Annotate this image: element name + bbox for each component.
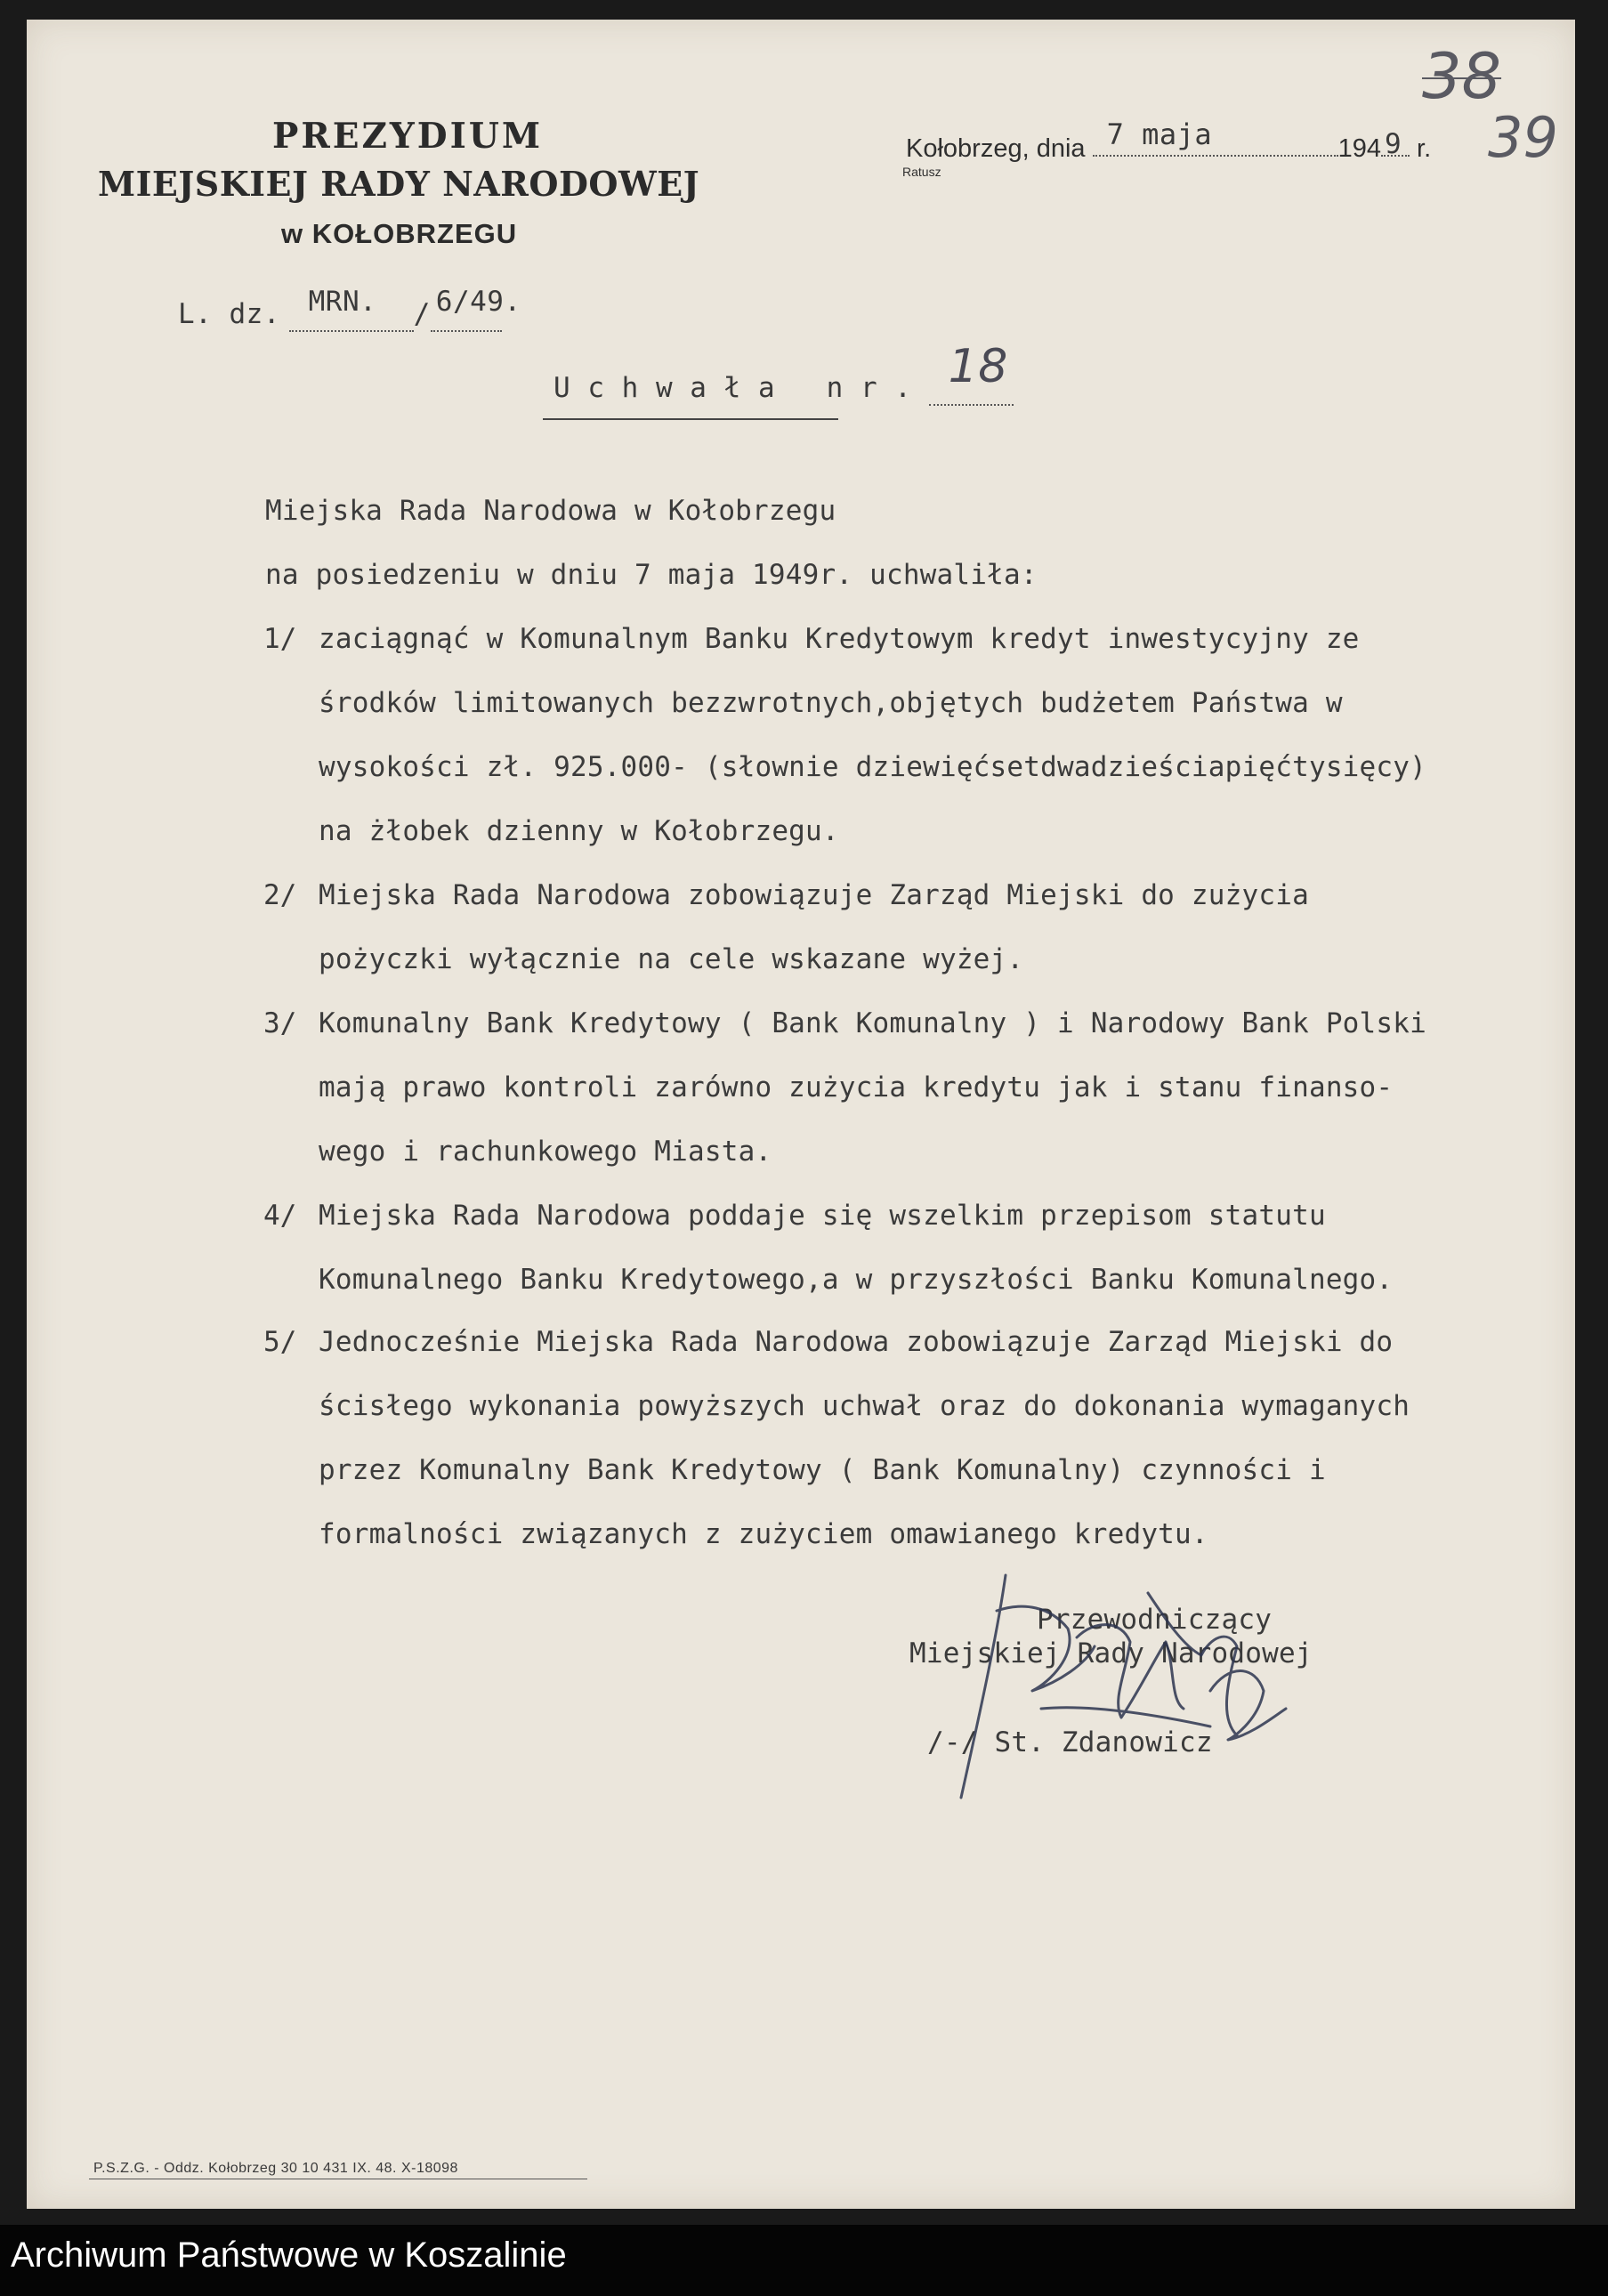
place-label: Kołobrzeg, dnia [906,134,1086,163]
point-line: Jednocześnie Miejska Rada Narodowa zobowiązuje Zarząd Miejski do [319,1326,1394,1358]
resolution-title [554,340,1014,406]
point-number: 1/ [263,623,297,655]
title-underline [543,418,838,420]
date-day-month: 7 maja [1106,117,1213,151]
handwritten-signature [943,1557,1317,1824]
point-line: środków limitowanych bezzwrotnych,objętych budżetem Państwa w [319,687,1343,719]
signature-stroke [1148,1593,1237,1735]
signature-body: Miejskiej Rady Narodowej [909,1637,1313,1669]
point-line: wego i rachunkowego Miasta. [319,1136,772,1168]
letterhead-line-2: MIEJSKIEJ RADY NARODOWEJ [98,164,700,204]
reference-number: L. dz. MRN. / 6/49. [178,286,521,330]
point-line: pożyczki wyłącznie na cele wskazane wyżej. [319,943,1024,975]
point-line: mają prawo kontroli zarówno zużycia kredytu jak i stanu finanso- [319,1071,1394,1104]
resolution-number: 18 [948,340,1008,393]
resolution-number-field [929,340,1014,406]
place-date [906,117,1432,164]
point-number: 5/ [263,1326,297,1358]
signature-stroke [1041,1708,1210,1726]
point-line: Komunalny Bank Kredytowy ( Bank Komunalny ) i Narodowy Bank Polski [319,1007,1426,1039]
year-digit: 9 [1384,128,1402,160]
signature-stroke [1077,1625,1184,1718]
signature-stroke [997,1606,1095,1691]
reference-code: MRN. [308,286,377,318]
point-line: zaciągnąć w Komunalnym Banku Kredytowym kredyt inwestycyjny ze [319,623,1360,655]
point-line: przez Komunalny Bank Kredytowy ( Bank Komunalny) czynności i [319,1454,1326,1486]
print-footer: P.S.Z.G. - Oddz. Kołobrzeg 30 10 431 IX. 48. X-18098 [93,2161,458,2176]
signature-name: /-/ St. Zdanowicz [927,1726,1213,1758]
point-number: 4/ [263,1200,297,1232]
document-page [27,20,1575,2209]
point-line: formalności związanych z zużyciem omawianego kredytu. [319,1518,1208,1550]
point-line: Miejska Rada Narodowa zobowiązuje Zarząd Miejski do zużycia [319,879,1309,911]
reference-prefix: L. dz. [178,298,280,330]
point-number: 3/ [263,1007,297,1039]
point-line: na żłobek dzienny w Kołobrzegu. [319,815,839,847]
archive-caption: Archiwum Państwowe w Koszalinie [11,2235,567,2275]
resolution-title-label: U c h w a ł a n r . [554,372,912,404]
year-prefix: 194 [1337,134,1381,163]
year-field [1381,128,1410,160]
archive-number-crossed: 38 [1422,40,1502,113]
point-line: wysokości zł. 925.000- (słownie dziewięćsetdwadzieściapięćtysięcy) [319,751,1426,783]
letterhead-line-1: PREZYDIUM [272,116,544,157]
ratusz-note: Ratusz [902,165,941,179]
year-suffix: r. [1417,134,1432,163]
date-field [1093,117,1338,157]
intro-line-2: na posiedzeniu w dniu 7 maja 1949r. uchwaliła: [265,559,1038,591]
letterhead-line-3: w KOŁOBRZEGU [281,218,518,249]
reference-code-field [289,286,414,332]
point-number: 2/ [263,879,297,911]
point-line: ścisłego wykonania powyższych uchwał oraz do dokonania wymaganych [319,1390,1410,1422]
reference-number-field [431,286,521,332]
signature-stroke [961,1575,1006,1798]
archive-number: 39 [1488,105,1558,170]
signature-stroke [1210,1671,1286,1741]
intro-line-1: Miejska Rada Narodowa w Kołobrzegu [265,495,836,527]
point-line: Miejska Rada Narodowa poddaje się wszelkim przepisom statutu [319,1200,1326,1232]
reference-number-value: 6/49. [435,286,521,318]
signature-title: Przewodniczący [1037,1604,1273,1636]
point-line: Komunalnego Banku Kredytowego,a w przyszłości Banku Komunalnego. [319,1264,1394,1296]
